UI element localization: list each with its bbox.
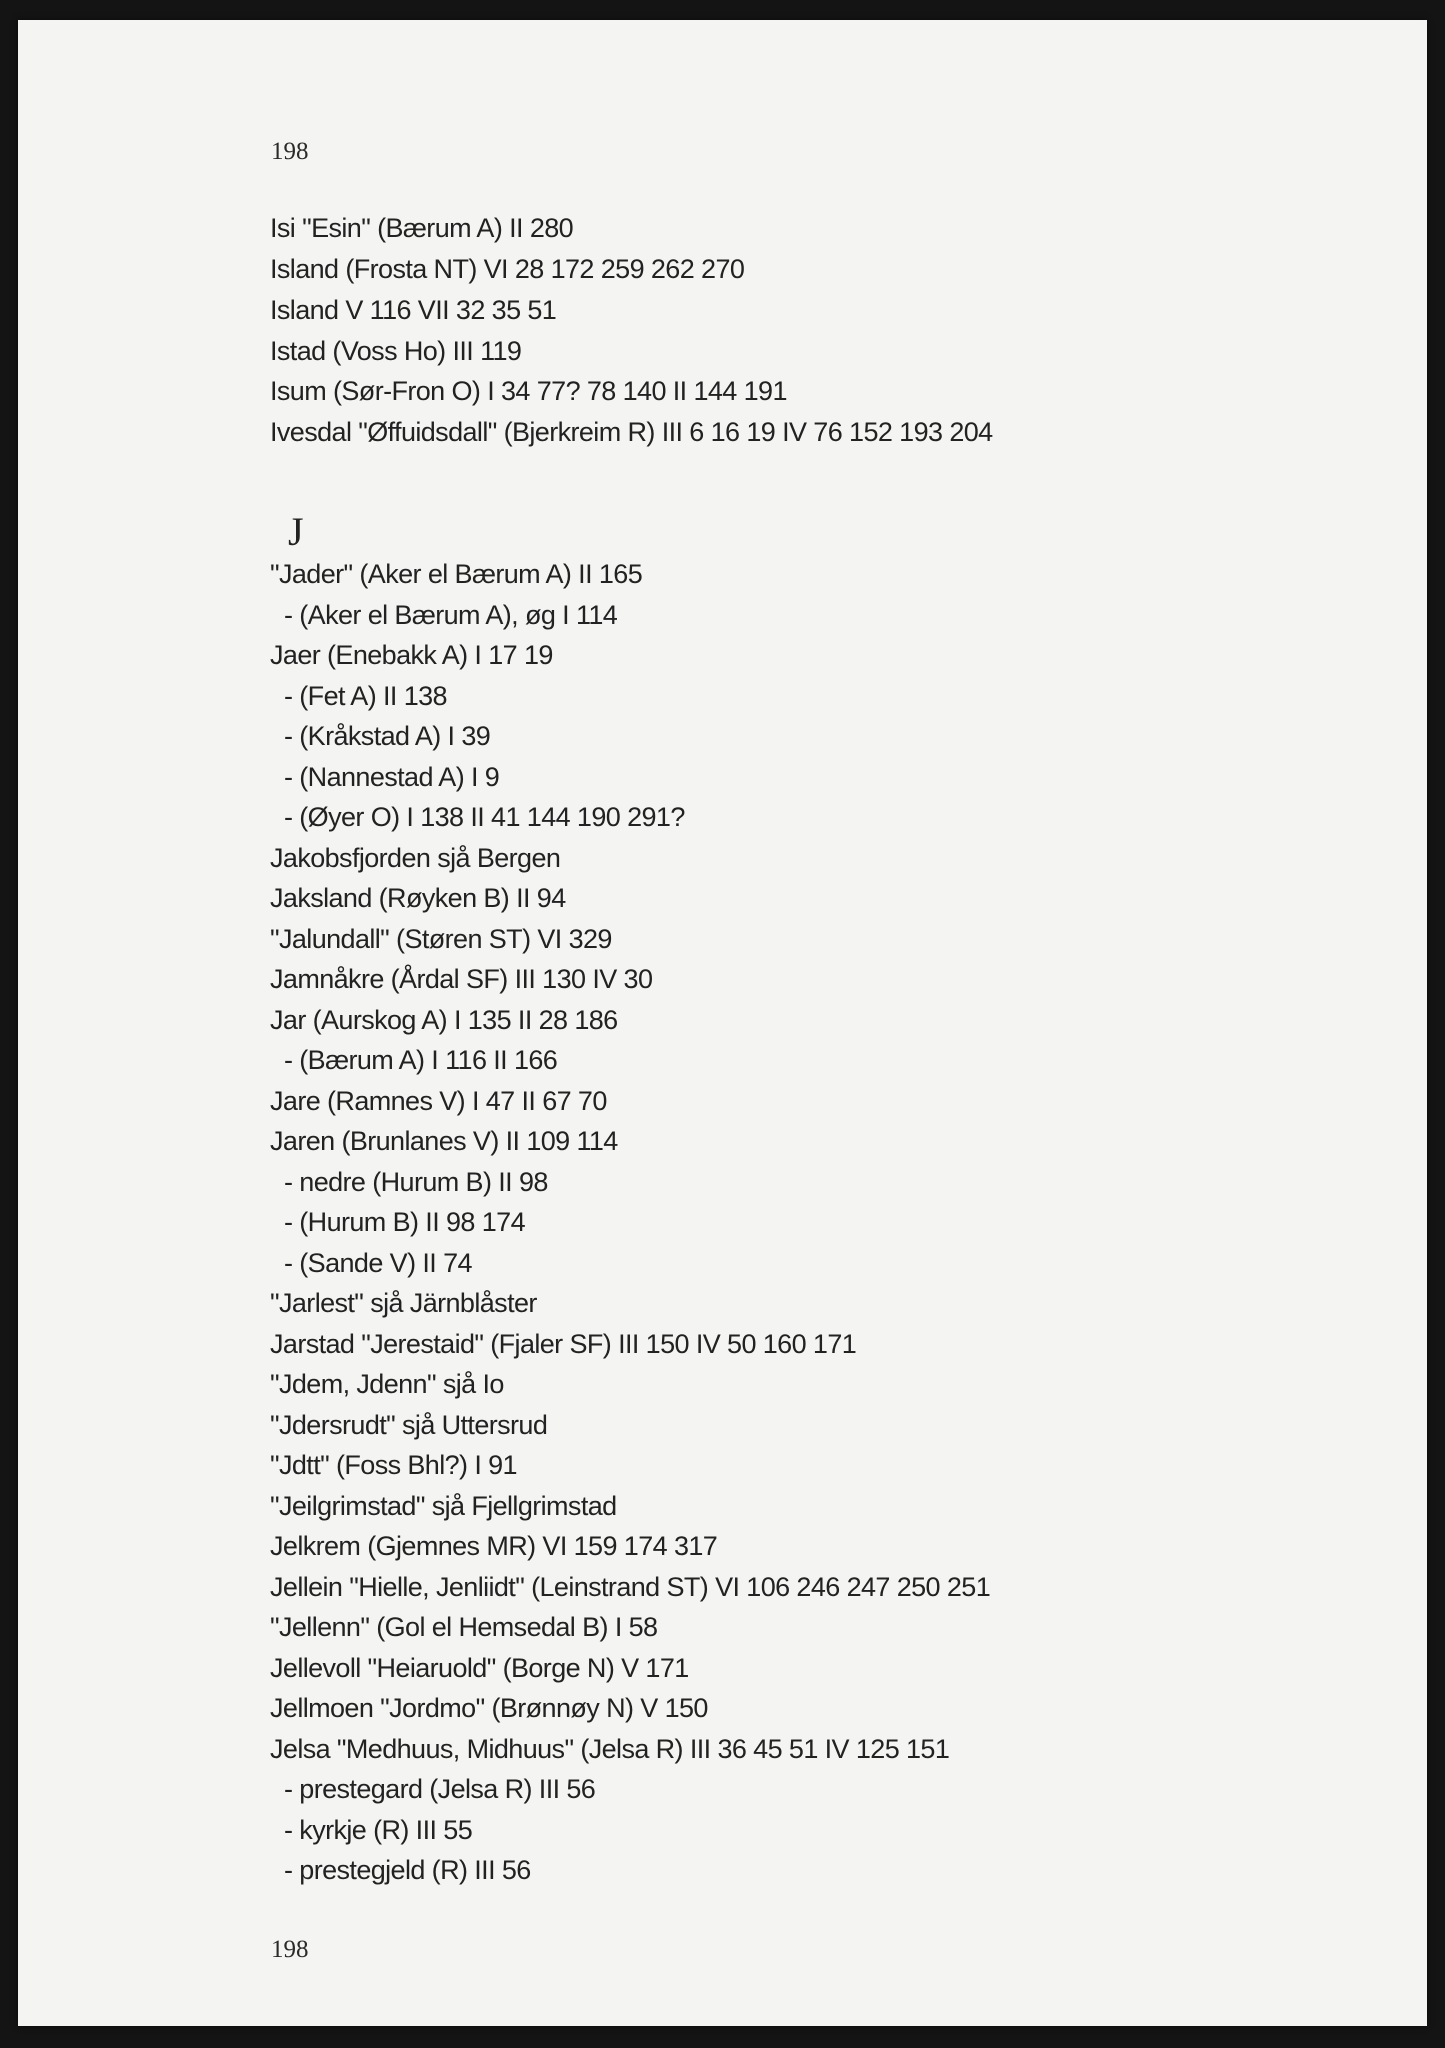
index-entry: Jellevoll "Heiaruold" (Borge N) V 171	[270, 1653, 689, 1683]
index-entry: Jakobsfjorden sjå Bergen	[270, 843, 561, 873]
index-subentry: - (Fet A) II 138	[284, 681, 447, 711]
index-subentry: - (Bærum A) I 116 II 166	[284, 1045, 558, 1075]
index-entry: Ivesdal "Øffuidsdall" (Bjerkreim R) III 6 16 19 IV 76 152 193 204	[270, 417, 993, 447]
scanned-page	[18, 20, 1427, 2026]
index-entry: Isi "Esin" (Bærum A) II 280	[270, 213, 574, 243]
index-entry: Jellmoen "Jordmo" (Brønnøy N) V 150	[270, 1693, 708, 1723]
index-subentry: - prestegjeld (R) III 56	[284, 1855, 531, 1885]
index-entry: Island V 116 VII 32 35 51	[270, 295, 557, 325]
index-subentry: - nedre (Hurum B) II 98	[284, 1167, 548, 1197]
index-entry: "Jdersrudt" sjå Uttersrud	[270, 1410, 548, 1440]
index-subentry: - prestegard (Jelsa R) III 56	[284, 1774, 596, 1804]
index-entry: Jaer (Enebakk A) I 17 19	[270, 640, 553, 670]
index-entry: Jelkrem (Gjemnes MR) VI 159 174 317	[270, 1531, 718, 1561]
index-entry: "Jdtt" (Foss Bhl?) I 91	[270, 1450, 517, 1480]
index-entry: Isum (Sør-Fron O) I 34 77? 78 140 II 144 191	[270, 376, 787, 406]
index-entry: Jarstad "Jerestaid" (Fjaler SF) III 150 IV 50 160 171	[270, 1329, 857, 1359]
index-entry: Jamnåkre (Årdal SF) III 130 IV 30	[270, 964, 653, 994]
index-entry: Island (Frosta NT) VI 28 172 259 262 270	[270, 254, 745, 284]
page-number-bottom: 198	[271, 1936, 309, 1963]
index-entry: Jare (Ramnes V) I 47 II 67 70	[270, 1086, 607, 1116]
index-entry: "Jdem, Jdenn" sjå Io	[270, 1369, 504, 1399]
index-entry: "Jeilgrimstad" sjå Fjellgrimstad	[270, 1491, 617, 1521]
index-subentry: - (Kråkstad A) I 39	[284, 721, 491, 751]
index-entry: Jellein "Hielle, Jenliidt" (Leinstrand ST) VI 106 246 247 250 251	[270, 1572, 991, 1602]
index-entry: "Jader" (Aker el Bærum A) II 165	[270, 559, 643, 589]
page-number-top: 198	[271, 138, 309, 165]
index-subentry: - (Øyer O) I 138 II 41 144 190 291?	[284, 802, 685, 832]
index-entry: Jelsa "Medhuus, Midhuus" (Jelsa R) III 36 45 51 IV 125 151	[270, 1734, 950, 1764]
index-subentry: - (Hurum B) II 98 174	[284, 1207, 525, 1237]
index-entry: Istad (Voss Ho) III 119	[270, 336, 522, 366]
index-entry: "Jalundall" (Støren ST) VI 329	[270, 924, 612, 954]
index-entry: "Jellenn" (Gol el Hemsedal B) I 58	[270, 1612, 658, 1642]
section-heading-letter: J	[288, 509, 304, 554]
index-entry: "Jarlest" sjå Järnblåster	[270, 1288, 537, 1318]
index-entry: Jaksland (Røyken B) II 94	[270, 883, 566, 913]
index-subentry: - (Aker el Bærum A), øg I 114	[284, 600, 618, 630]
index-subentry: - (Nannestad A) I 9	[284, 762, 500, 792]
index-subentry: - (Sande V) II 74	[284, 1248, 472, 1278]
index-subentry: - kyrkje (R) III 55	[284, 1815, 473, 1845]
index-entry: Jaren (Brunlanes V) II 109 114	[270, 1126, 618, 1156]
index-entry: Jar (Aurskog A) I 135 II 28 186	[270, 1005, 618, 1035]
